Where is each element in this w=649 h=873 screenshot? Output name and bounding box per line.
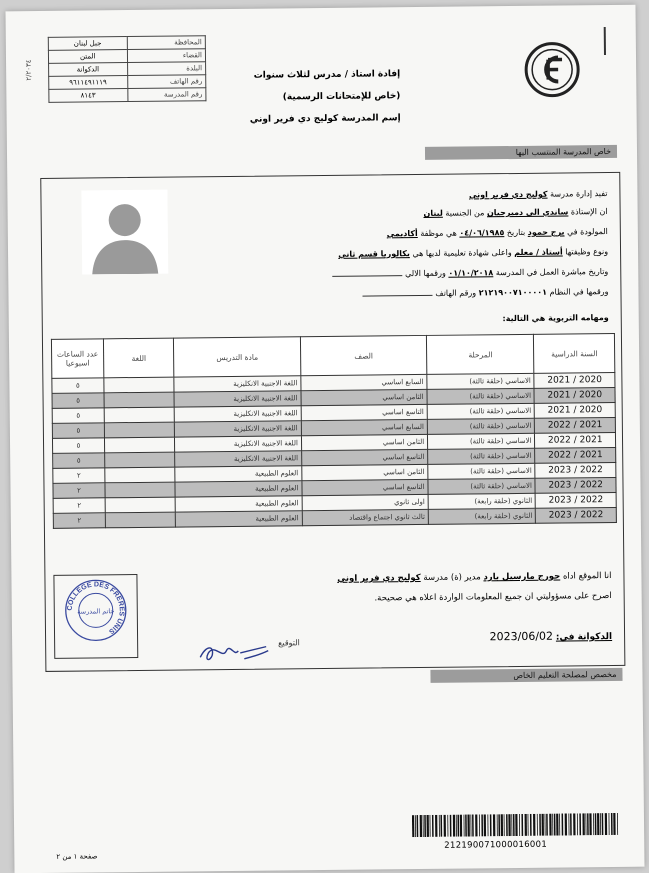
barcode-bar [467, 815, 469, 837]
barcode-bar [470, 814, 471, 836]
cell-hours: ٢ [53, 498, 105, 514]
barcode-bar [602, 813, 604, 835]
document-page [6, 5, 645, 873]
barcode-bar [562, 814, 564, 836]
cell-hours: ٢ [53, 483, 105, 499]
barcode-bar [593, 813, 594, 835]
school-seal-icon [63, 578, 128, 643]
info-label: البلدة [127, 62, 206, 76]
info-value: جبل لبنان [48, 37, 127, 51]
info-label: القضاء [127, 49, 206, 63]
cell-subject: العلوم الطبيعية [176, 496, 303, 512]
barcode-bar [582, 813, 584, 835]
cell-stage: الاساسي (حلقة ثالثة) [428, 478, 536, 494]
cell-stage: الثانوي (حلقة رابعة) [428, 493, 536, 509]
barcode-bar [420, 815, 422, 837]
place-date-line: الدكوانة في: 2023/06/02 [489, 629, 613, 644]
barcode-bar [519, 814, 520, 836]
barcode-bar [439, 815, 440, 837]
column-header: المرحلة [427, 334, 535, 374]
location-info-table [48, 35, 207, 103]
cell-class: التاسع اساسي [301, 449, 427, 465]
barcode-bar [605, 813, 607, 835]
barcode-bar [577, 813, 578, 835]
barcode-bar [525, 814, 527, 836]
statement-line-1: تفيد إدارة مدرسة كوليج دي فرير اوني [468, 189, 608, 200]
cell-subject: اللغة الاجنبية الانكليزية [174, 376, 301, 392]
barcode-bar [617, 813, 618, 835]
statement-line-6: ورقمها في النظام ٢١٢١٩٠٠٧١٠٠٠٠١ ورقم الهاتف [363, 287, 609, 299]
barcode-bar [498, 814, 500, 836]
cell-stage: الاساسي (حلقة ثالثة) [427, 388, 535, 404]
barcode-bar [600, 813, 601, 835]
barcode-bar [570, 813, 572, 835]
cell-lang [104, 422, 175, 438]
barcode-bar [573, 813, 575, 835]
cell-stage: الثانوي (حلقة رابعة) [428, 508, 536, 524]
barcode-bar [493, 814, 495, 836]
barcode-bar [465, 815, 467, 837]
private-education-bar: مخصص لمصلحة التعليم الخاص [430, 668, 622, 683]
cell-year: 2022 / 2023 [535, 477, 616, 493]
cell-stage: الاساسي (حلقة ثالثة) [428, 448, 536, 464]
barcode-bar [521, 814, 523, 836]
barcode-bar [475, 814, 477, 836]
barcode-bar [542, 814, 544, 836]
cell-hours: ٢ [53, 468, 105, 484]
barcode-bar [549, 814, 551, 836]
barcode-bar [506, 814, 508, 836]
cell-subject: العلوم الطبيعية [175, 481, 302, 497]
barcode-bar [427, 815, 429, 837]
barcode-bar [515, 814, 517, 836]
barcode-bar [444, 815, 446, 837]
barcode-bar [479, 814, 480, 836]
cell-stage: الاساسي (حلقة ثالثة) [427, 418, 535, 434]
barcode-bar [565, 813, 567, 835]
cell-hours: ٥ [53, 453, 105, 469]
svg-text:COLLEGE DES FRERES UNIS: COLLEGE DES FRERES UNIS [66, 581, 125, 635]
barcode-bar [611, 813, 613, 835]
barcode-bar [533, 814, 535, 836]
info-label: رقم الهاتف [127, 75, 206, 89]
barcode-bar [609, 813, 610, 835]
cell-class: ثالث ثانوي اجتماع واقتصاد [302, 509, 428, 525]
handwritten-signature-icon [196, 639, 272, 666]
barcode-bar [546, 814, 548, 836]
svg-text:خاتم المدرسة: خاتم المدرسة [77, 607, 115, 616]
barcode-bar [501, 814, 503, 836]
barcode-bar [595, 813, 597, 835]
cell-lang [104, 437, 175, 453]
cell-class: التاسع اساسي [301, 404, 427, 420]
school-section-bar: خاص المدرسة المنتسب اليها [425, 145, 617, 160]
cell-hours: ٥ [52, 423, 104, 439]
barcode-bar [559, 814, 560, 836]
cell-stage: الاساسي (حلقة ثالثة) [427, 403, 535, 419]
cell-year: 2022 / 2023 [536, 507, 617, 523]
barcode-bar [484, 814, 486, 836]
info-value: ٨١٤٣ [49, 89, 128, 103]
statement-line-4: ونوع وظيفتها أستاذ / معلم واعلى شهادة تعليمية لديها هي بكالوريا قسم ثاني [338, 247, 609, 259]
cell-hours: ٥ [52, 393, 104, 409]
barcode-bar [464, 815, 465, 837]
cell-year: 2021 / 2022 [535, 447, 616, 463]
barcode-bar [556, 814, 558, 836]
barcode-bar [460, 815, 462, 837]
margin-mark [604, 27, 606, 55]
barcode-bar [537, 814, 538, 836]
cell-class: التاسع اساسي [302, 479, 428, 495]
barcode-bar [412, 815, 414, 837]
barcode-bar [504, 814, 505, 836]
ministry-logo-icon [524, 41, 581, 98]
cell-hours: ٢ [53, 513, 105, 529]
info-row [49, 88, 206, 103]
barcode-bar [481, 814, 483, 836]
cell-year: 2020 / 2021 [534, 387, 615, 403]
cell-year: 2020 / 2021 [535, 402, 616, 418]
barcode-bar [435, 815, 437, 837]
barcode-bar [511, 814, 512, 836]
document-title: إفادة استاذ / مدرس لثلاث سنوات [253, 69, 401, 81]
barcode-bar [552, 814, 553, 836]
barcode-bar [423, 815, 424, 837]
barcode-bar [497, 814, 498, 836]
school-name-line: إسم المدرسة كوليج دي فرير اوني [249, 113, 401, 125]
barcode-number: 212190071000016001 [444, 839, 548, 851]
cell-hours: ٥ [52, 378, 104, 394]
barcode-icon [412, 813, 620, 837]
column-header: السنة الدراسية [534, 333, 615, 373]
cell-year: 2022 / 2023 [535, 462, 616, 478]
signature-label: التوقيع [278, 638, 300, 648]
cell-hours: ٥ [52, 408, 104, 424]
cell-class: السابع اساسي [301, 374, 427, 390]
cell-lang [105, 452, 176, 468]
cell-year: 2022 / 2023 [536, 492, 617, 508]
cell-subject: العلوم الطبيعية [176, 511, 303, 527]
barcode-bar [487, 814, 488, 836]
barcode-bar [456, 815, 457, 837]
barcode-bar [587, 813, 589, 835]
barcode-bar [440, 815, 442, 837]
cell-lang [105, 497, 176, 513]
cell-stage: الاساسي (حلقة ثالثة) [428, 433, 536, 449]
barcode-bar [579, 813, 581, 835]
barcode-bar [539, 814, 541, 836]
barcode-bar [597, 813, 599, 835]
barcode-bar [424, 815, 426, 837]
page-number: صفحة ١ من ٢ [56, 852, 98, 861]
cell-stage: الاساسي (حلقة ثالثة) [428, 463, 536, 479]
barcode-bar [589, 813, 591, 835]
cell-lang [105, 467, 176, 483]
cell-stage: الاساسي (حلقة ثالثة) [427, 373, 535, 389]
barcode-bar [415, 815, 416, 837]
cell-year: 2020 / 2021 [534, 372, 615, 388]
barcode-bar [432, 815, 434, 837]
signer-declaration: انا الموقع اداه جورج مارسيل بارد مدير (ة) مدرسة كوليج دي فرير اوني [337, 571, 612, 584]
cell-class: الثامن اساسي [301, 389, 427, 405]
teaching-duties-table [51, 333, 617, 529]
cell-class: السابع اساسي [301, 419, 427, 435]
column-header: مادة التدريس [174, 337, 301, 377]
cell-lang [104, 407, 175, 423]
cell-subject: اللغة الاجنبية الانكليزية [175, 421, 302, 437]
barcode-bar [450, 815, 452, 837]
cell-lang [105, 482, 176, 498]
info-label: المحافظة [127, 36, 206, 50]
cell-subject: اللغة الاجنبية الانكليزية [175, 436, 302, 452]
cell-class: الثامن اساسي [302, 464, 428, 480]
cell-lang [104, 377, 175, 393]
cell-subject: اللغة الاجنبية الانكليزية [174, 391, 301, 407]
barcode-bar [528, 814, 529, 836]
info-label: رقم المدرسة [127, 88, 206, 102]
cell-subject: العلوم الطبيعية [175, 466, 302, 482]
school-stamp-box [53, 574, 138, 659]
barcode-bar [490, 814, 492, 836]
column-header: اللغة [103, 338, 174, 378]
duties-heading: ومهامه التربوية هي التالية: [502, 313, 609, 324]
barcode-bar [585, 813, 586, 835]
column-header: الصف [300, 335, 427, 375]
barcode-bar [457, 815, 459, 837]
cell-year: 2021 / 2022 [535, 417, 616, 433]
barcode-bar [508, 814, 510, 836]
barcode-bar [530, 814, 532, 836]
barcode-bar [417, 815, 419, 837]
cell-year: 2021 / 2022 [535, 432, 616, 448]
info-value: ٩٦١١٤٩١١١٩ [49, 76, 128, 90]
statement-line-3: المولودة في برج حمود بتاريخ ٠٤/٠٦/١٩٨٥ هي موظفة أكاديمي [386, 227, 608, 239]
barcode-bar [447, 815, 448, 837]
info-value: المتن [48, 50, 127, 64]
barcode-bar [453, 815, 455, 837]
info-value: الدكوانة [49, 63, 128, 77]
cell-hours: ٥ [52, 438, 104, 454]
statement-line-5: وتاريخ مباشرة العمل في المدرسة ٠١/١٠/٢٠١٨ ورقمها الالي [333, 267, 609, 279]
barcode-bar [472, 814, 474, 836]
barcode-bar [430, 815, 431, 837]
barcode-bar [613, 813, 615, 835]
cell-lang [105, 512, 176, 528]
barcode-bar [513, 814, 515, 836]
statement-line-2: ان الإستاذة ساندي الى دميرجيان من الجنسية لبنان [423, 207, 608, 218]
barcode-bar [568, 813, 569, 835]
cell-subject: اللغة الاجنبية الانكليزية [175, 451, 302, 467]
document-subtitle: (خاص للإمتحانات الرسمية) [282, 91, 401, 103]
side-code: ٢/٢٠٣٤ [24, 59, 33, 81]
responsibility-statement: اصرح على مسؤوليتي ان جميع المعلومات الواردة اعلاه هي صحيحة. [374, 591, 612, 604]
certificate-frame [40, 172, 625, 672]
barcode-bar [554, 814, 556, 836]
cell-class: اولى ثانوي [302, 494, 428, 510]
cell-subject: اللغة الاجنبية الانكليزية [175, 406, 302, 422]
column-header: عدد الساعات اسبوعيا [51, 339, 103, 379]
person-placeholder-icon [81, 190, 168, 275]
cell-lang [104, 392, 175, 408]
barcode-bar [545, 814, 546, 836]
cell-class: الثامن اساسي [301, 434, 427, 450]
